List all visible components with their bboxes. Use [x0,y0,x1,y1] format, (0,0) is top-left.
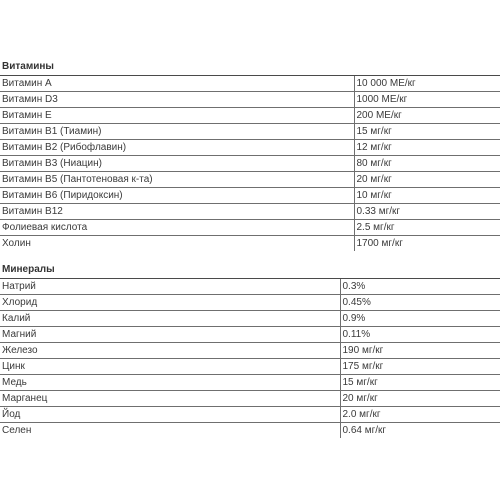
nutrient-value: 10 000 МЕ/кг [354,76,500,92]
nutrient-value: 0.33 мг/кг [354,204,500,220]
nutrient-value: 0.45% [340,295,500,311]
nutrient-name: Витамин D3 [0,92,354,108]
nutrient-name: Витамин B12 [0,204,354,220]
nutrient-value: 190 мг/кг [340,343,500,359]
table-row [0,279,500,295]
nutrient-value: 0.11% [340,327,500,343]
nutrient-value: 15 мг/кг [340,375,500,391]
table-row [0,423,500,439]
table-row [0,188,500,204]
table-row [0,108,500,124]
nutrient-name: Медь [0,375,340,391]
vitamins-section-title: Витамины [2,61,54,72]
nutrient-value: 2.5 мг/кг [354,220,500,236]
minerals-section-title: Минералы [2,264,55,275]
nutrient-value: 80 мг/кг [354,156,500,172]
vitamins-table [0,75,500,251]
table-row [0,327,500,343]
minerals-table [0,278,500,438]
nutrient-name: Магний [0,327,340,343]
table-row [0,295,500,311]
table-row [0,220,500,236]
nutrient-name: Натрий [0,279,340,295]
nutrient-name: Фолиевая кислота [0,220,354,236]
table-row [0,92,500,108]
nutrient-name: Витамин B6 (Пиридоксин) [0,188,354,204]
nutrient-value: 175 мг/кг [340,359,500,375]
table-row [0,391,500,407]
table-row [0,140,500,156]
table-row [0,124,500,140]
table-row [0,172,500,188]
nutrient-name: Холин [0,236,354,252]
nutrient-value: 0.64 мг/кг [340,423,500,439]
table-row [0,204,500,220]
nutrient-name: Марганец [0,391,340,407]
nutrient-name: Цинк [0,359,340,375]
nutrient-value: 15 мг/кг [354,124,500,140]
nutrient-value: 20 мг/кг [354,172,500,188]
nutrient-name: Хлорид [0,295,340,311]
table-row [0,359,500,375]
nutrient-value: 12 мг/кг [354,140,500,156]
table-row [0,343,500,359]
nutrient-name: Витамин B3 (Ниацин) [0,156,354,172]
nutrient-name: Железо [0,343,340,359]
nutrient-name: Витамин B2 (Рибофлавин) [0,140,354,156]
nutrient-value: 1700 мг/кг [354,236,500,252]
table-row [0,76,500,92]
nutrient-value: 10 мг/кг [354,188,500,204]
nutrient-value: 2.0 мг/кг [340,407,500,423]
nutrient-value: 0.3% [340,279,500,295]
nutrient-name: Йод [0,407,340,423]
nutrient-value: 20 мг/кг [340,391,500,407]
nutrient-value: 1000 МЕ/кг [354,92,500,108]
nutrient-name: Витамин B1 (Тиамин) [0,124,354,140]
nutrient-name: Калий [0,311,340,327]
table-row [0,407,500,423]
nutrient-name: Витамин B5 (Пантотеновая к-та) [0,172,354,188]
nutrient-name: Витамин E [0,108,354,124]
nutrient-value: 200 МЕ/кг [354,108,500,124]
nutrient-name: Витамин A [0,76,354,92]
table-row [0,156,500,172]
table-row [0,311,500,327]
table-row [0,236,500,252]
nutrient-name: Селен [0,423,340,439]
nutrient-value: 0.9% [340,311,500,327]
table-row [0,375,500,391]
